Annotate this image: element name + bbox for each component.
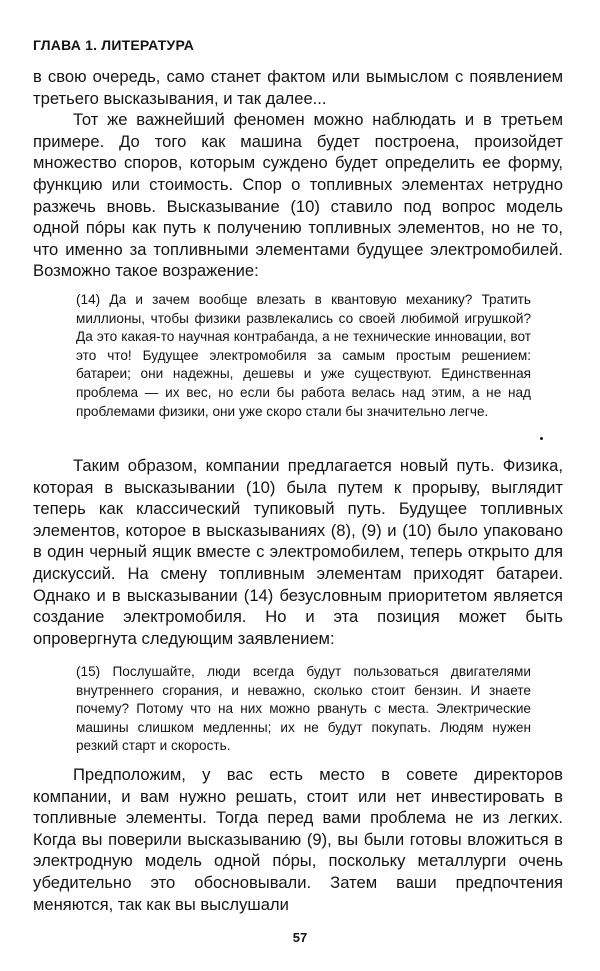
paragraph-4: Предположим, у вас есть место в совете директоров компании, и вам нужно решать, стоит или нет инвестировать в топливные элементы. Тогда перед вами проблема не из легких. Когда вы поверили высказыванию (9), вы были готовы вложиться в электродную модель одной пóры, поскольку металлурги очень убедительно это обосновывали. Затем ваши предпочтения меняются, так как вы выслушали bbox=[33, 765, 563, 914]
text-block-2 bbox=[33, 455, 563, 649]
text-block-3 bbox=[33, 764, 563, 915]
text-block-1 bbox=[33, 66, 563, 282]
quote-14: (14) Да и зачем вообще влезать в квантовую механику? Тратить миллионы, чтобы физики развлекались со своей любимой игрушкой? Да это какая-то научная контрабанда, а не технические инновации, вот это что! Будущее электромобиля за самым простым решением: батареи; они надежны, дешевы и уже существуют. Единственная проблема — их вес, но если бы работа велась над этим, а не над проблемами физики, они уже скоро стали бы значительно легче. bbox=[76, 292, 531, 419]
speck-mark bbox=[540, 437, 543, 440]
paragraph-2: Тот же важнейший феномен можно наблюдать и в третьем примере. До того как машина будет построена, произойдет множество споров, которым суждено будет определить ее форму, функцию или стоимость. Спор о топливных элементах нетрудно разжечь вновь. Высказывание (10) ставило под вопрос модель одной пóры как путь к получению топливных элементов, но не то, что именно за топливными элементами будущее электромобилей. Возможно такое возражение: bbox=[33, 110, 563, 281]
page-number: 57 bbox=[292, 930, 308, 945]
quote-15: (15) Послушайте, люди всегда будут пользоваться двигателями внутреннего сгорания, и неважно, сколько стоит бензин. И знаете почему? Потому что на них можно рвануть с места. Электрические машины слишком медленны; их не будут покупать. Людям нужен резкий старт и скорость. bbox=[76, 664, 531, 754]
paragraph-1: в свою очередь, само станет фактом или вымыслом с появлением третьего высказывания, и так далее... bbox=[33, 67, 563, 108]
paragraph-3: Таким образом, компании предлагается новый путь. Физика, которая в высказывании (10) была путем к прорыву, выглядит теперь как классический тупиковый путь. Будущее топливных элементов, которое в высказываниях (8), (9) и (10) было упаковано в один черный ящик вместе с электромобилем, теперь открыто для дискуссий. На смену топливным элементам приходят батареи. Однако и в высказывании (14) безусловным приоритетом является создание электромобиля. Но и эта позиция может быть опровергнута следующим заявлением: bbox=[33, 456, 563, 648]
chapter-header: ГЛАВА 1. ЛИТЕРАТУРА bbox=[33, 37, 195, 53]
